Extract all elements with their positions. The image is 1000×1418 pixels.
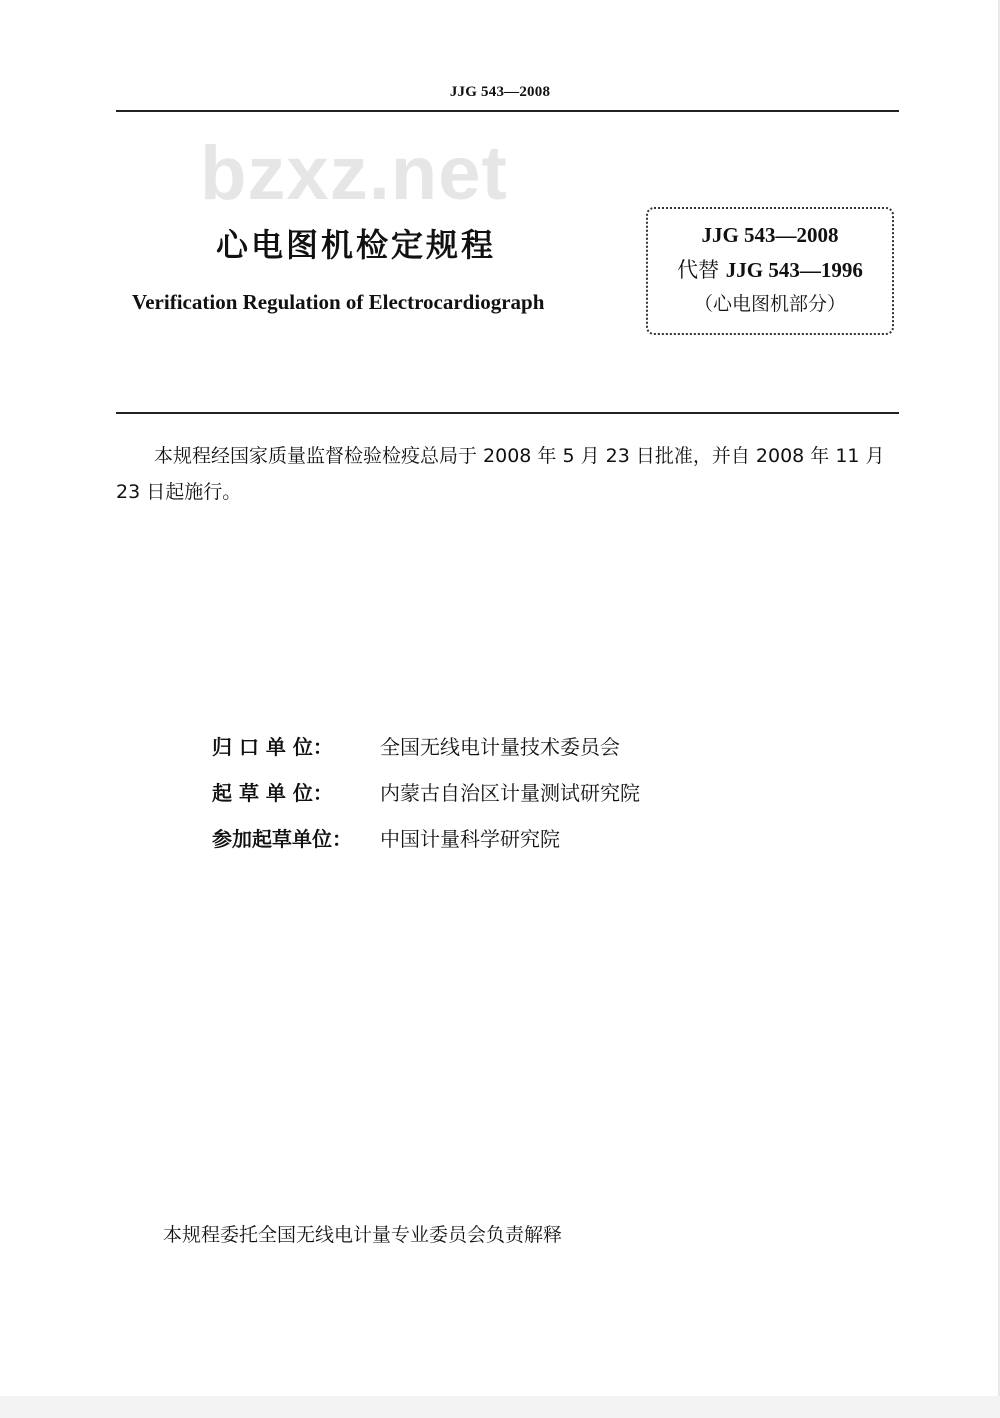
unit-label: 起 草 单 位： bbox=[212, 780, 333, 805]
unit-label: 归 口 单 位： bbox=[212, 734, 333, 759]
replaces-line bbox=[648, 254, 892, 284]
page-bottom-margin bbox=[0, 1396, 1000, 1418]
approval-statement: 本规程经国家质量监督检验检疫总局于 2008 年 5 月 23 日批准，并自 2008 年 11 月 23 日起施行。 bbox=[116, 445, 885, 503]
watermark: bzxz.net bbox=[200, 131, 508, 216]
middle-divider bbox=[116, 412, 899, 414]
standard-code-header: JJG 543—2008 bbox=[449, 84, 551, 100]
replaces-prefix: 代替 bbox=[677, 258, 720, 282]
unit-row-drafting bbox=[212, 768, 640, 814]
unit-row-participating bbox=[212, 814, 640, 860]
standard-code: JJG 543—2008 bbox=[701, 223, 839, 247]
unit-label: 参加起草单位： bbox=[212, 826, 352, 851]
unit-value: 中国计量科学研究院 bbox=[380, 826, 560, 851]
interpretation-note: 本规程委托全国无线电计量专业委员会负责解释 bbox=[163, 1224, 563, 1246]
title-english: Verification Regulation of Electrocardiograph bbox=[132, 290, 545, 314]
replaces-scope-note: （心电图机部分） bbox=[693, 293, 846, 315]
top-divider bbox=[116, 110, 899, 112]
unit-value: 内蒙古自治区计量测试研究院 bbox=[380, 780, 640, 805]
unit-value: 全国无线电计量技术委员会 bbox=[380, 734, 620, 759]
standard-code-box bbox=[646, 207, 894, 335]
title-chinese: 心电图机检定规程 bbox=[216, 226, 497, 264]
drafting-units bbox=[212, 722, 640, 860]
unit-row-responsible bbox=[212, 722, 640, 768]
replaced-code: JJG 543—1996 bbox=[725, 258, 863, 282]
